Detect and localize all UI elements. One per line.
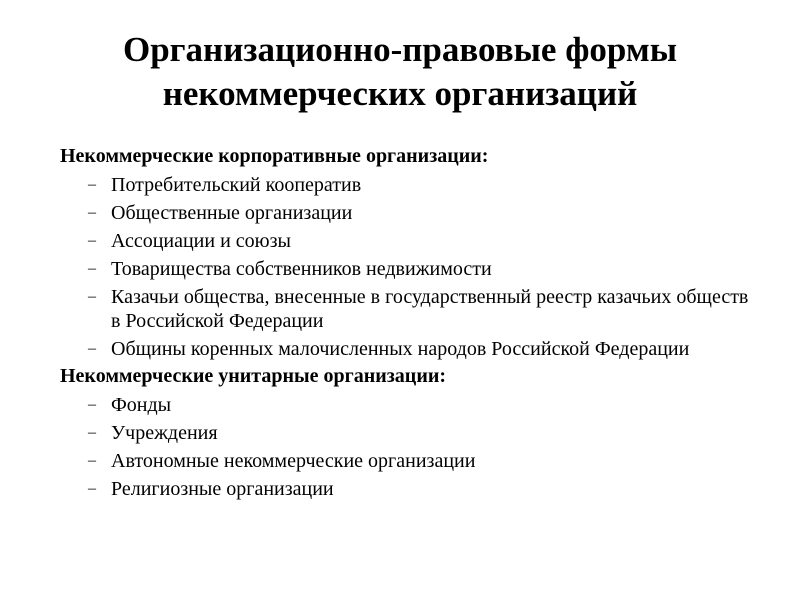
list-item	[60, 285, 760, 333]
corporate-list	[60, 173, 760, 361]
section-heading-corporate: Некоммерческие корпоративные организации:	[60, 145, 489, 167]
title-line-1: Организационно-правовые формы	[122, 30, 678, 69]
list-item	[60, 337, 760, 361]
dash-bullet: –	[88, 232, 96, 249]
list-item-text: Автономные некоммерческие организации	[111, 450, 476, 472]
list-item	[60, 477, 760, 501]
list-item	[60, 449, 760, 473]
title-line-2: некоммерческих организаций	[162, 74, 638, 113]
list-item	[60, 421, 760, 445]
dash-bullet: –	[88, 396, 96, 413]
list-item-text: Учреждения	[111, 422, 218, 444]
list-item-text: Фонды	[111, 394, 172, 416]
dash-bullet: –	[88, 424, 96, 441]
list-item	[60, 173, 760, 197]
list-item-text: Общины коренных малочисленных народов Российской Федерации	[111, 338, 690, 360]
page-title	[0, 28, 800, 116]
list-item-text: Казачьи общества, внесенные в государственный реестр казачьих обществ в Российской Федерации	[111, 286, 749, 332]
dash-bullet: –	[88, 176, 96, 193]
list-item-text: Ассоциации и союзы	[111, 230, 291, 252]
list-item-text: Религиозные организации	[111, 478, 334, 500]
dash-bullet: –	[88, 340, 96, 357]
list-item	[60, 201, 760, 225]
dash-bullet: –	[88, 480, 96, 497]
list-item	[60, 393, 760, 417]
list-item	[60, 229, 760, 253]
dash-bullet: –	[88, 452, 96, 469]
dash-bullet: –	[88, 288, 96, 305]
list-item-text: Товарищества собственников недвижимости	[111, 258, 492, 280]
section-heading-unitary: Некоммерческие унитарные организации:	[60, 365, 447, 387]
dash-bullet: –	[88, 260, 96, 277]
list-item-text: Потребительский кооператив	[111, 174, 362, 196]
dash-bullet: –	[88, 204, 96, 221]
list-item-text: Общественные организации	[111, 202, 353, 224]
unitary-list	[60, 393, 760, 501]
list-item	[60, 257, 760, 281]
content-body	[60, 143, 760, 503]
